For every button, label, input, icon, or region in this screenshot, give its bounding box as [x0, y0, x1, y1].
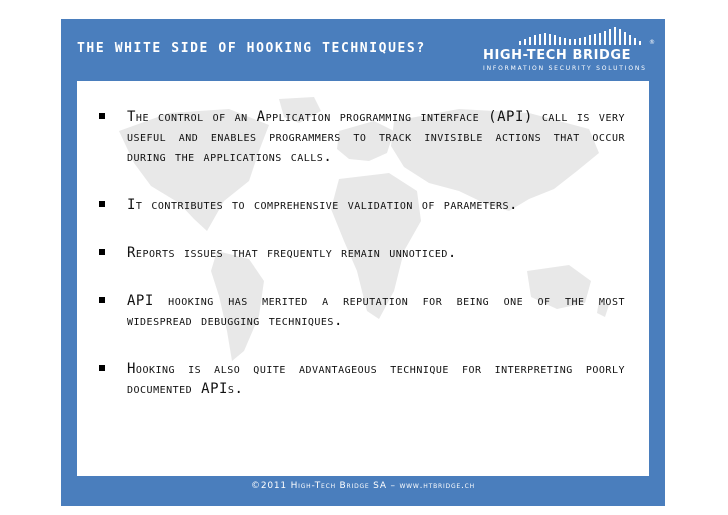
slide-content [77, 81, 649, 476]
bullet-square-icon [99, 249, 105, 255]
bullet-text: Reports issues that frequently remain unnoticed. [127, 245, 457, 261]
bullet-text: It contributes to comprehensive validation of parameters. [127, 197, 518, 213]
slide-header [61, 19, 665, 81]
bullet-square-icon [99, 113, 105, 119]
bullet-text: The control of an Application programming interface (API) call is very useful and enables programmers to track invisible actions that occur during the applications calls. [127, 109, 625, 165]
bullet-square-icon [99, 365, 105, 371]
slide-title: THE WHITE SIDE OF HOOKING TECHNIQUES? [77, 41, 426, 56]
logo-name: HIGH-TECH BRIDGE [483, 48, 632, 63]
logo-subtitle: INFORMATION SECURITY SOLUTIONS [483, 65, 647, 72]
list-item [95, 359, 625, 399]
bullet-text: API hooking has merited a reputation for being one of the most widespread debugging techniques. [127, 293, 625, 329]
bullet-square-icon [99, 201, 105, 207]
bullet-text: Hooking is also quite advantageous technique for interpreting poorly documented APIs. [127, 361, 625, 397]
bullet-list [95, 107, 625, 427]
slide-frame [61, 19, 665, 506]
slide-footer: ©2011 High-Tech Bridge SA – www.htbridge.ch [251, 481, 475, 491]
bridge-icon [481, 25, 657, 47]
list-item [95, 107, 625, 167]
list-item [95, 195, 625, 215]
list-item [95, 243, 625, 263]
list-item [95, 291, 625, 331]
bullet-square-icon [99, 297, 105, 303]
logo-registered-mark: ® [649, 39, 655, 46]
company-logo [481, 25, 657, 77]
